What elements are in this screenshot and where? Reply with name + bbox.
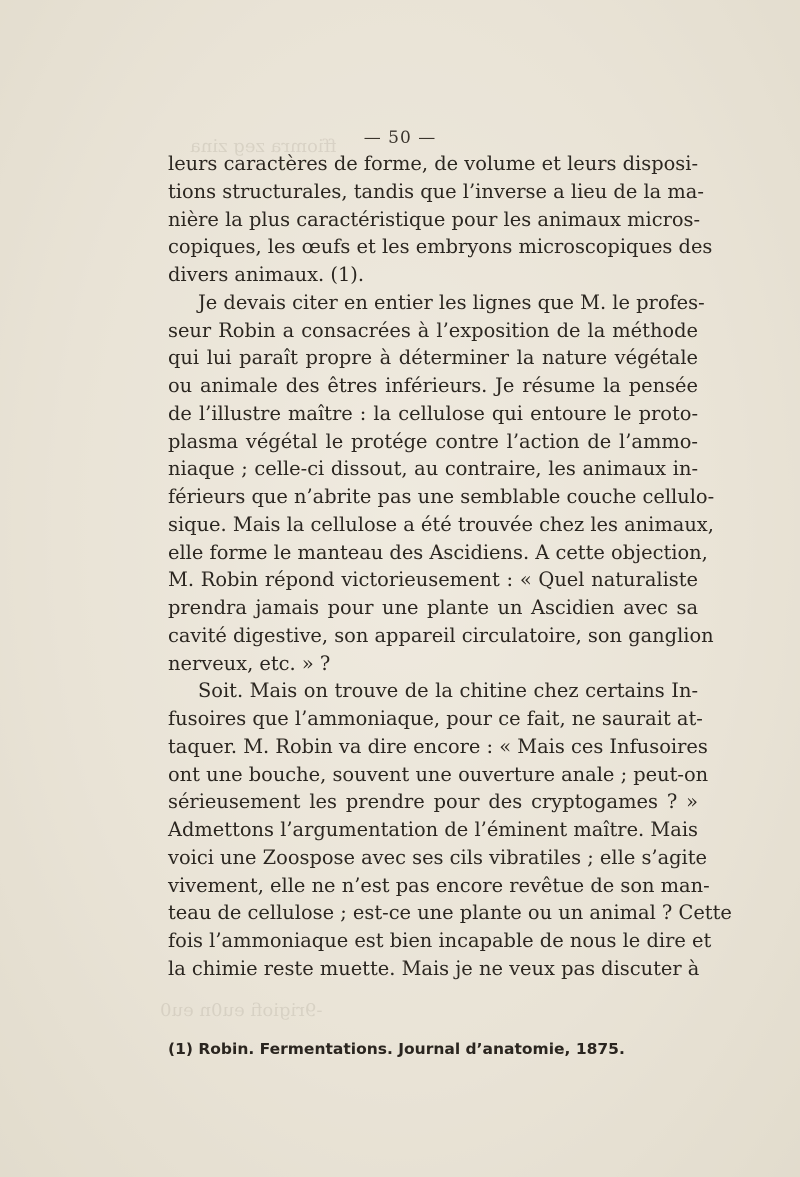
- text-line: Je devais citer en entier les lignes que M. le profes-: [198, 290, 705, 314]
- text-line: nière la plus caractéristique pour les animaux micros-: [168, 207, 701, 231]
- text-line: divers animaux. (1).: [168, 263, 365, 286]
- text-line: sique. Mais la cellulose a été trouvée chez les animaux,: [168, 512, 714, 536]
- text-line: ou animale des êtres inférieurs. Je résume la pensée: [168, 374, 698, 397]
- text-line: voici une Zoospose avec ses cils vibratiles ; elle s’agite: [168, 845, 708, 869]
- text-line: leurs caractères de forme, de volume et leurs disposi-: [168, 152, 698, 175]
- text-line: M. Robin répond victorieusement : « Quel naturaliste: [168, 568, 698, 592]
- text-line: Admettons l’argumentation de l’éminent maître. Mais: [168, 818, 698, 841]
- text-line: de l’illustre maître : la cellulose qui entoure le proto-: [168, 401, 698, 425]
- text-line: prendra jamais pour une plante un Ascidien avec sa: [168, 596, 698, 619]
- show-through-text: -9rigiofi eu0n eu0: [160, 1000, 323, 1021]
- text-line: ont une bouche, souvent une ouverture anale ; peut-on: [168, 762, 709, 786]
- text-line: taquer. M. Robin va dire encore : « Mais ces Infusoires: [168, 734, 708, 758]
- text-line: nerveux, etc. » ?: [168, 651, 331, 675]
- text-line: niaque ; celle-ci dissout, au contraire, les animaux in-: [168, 457, 698, 481]
- text-line: elle forme le manteau des Ascidiens. A cette objection,: [168, 540, 708, 564]
- text-line: qui lui paraît propre à déterminer la nature végétale: [168, 346, 698, 370]
- page-number: — 50 —: [363, 128, 437, 148]
- text-line: férieurs que n’abrite pas une semblable couche cellulo-: [168, 485, 715, 508]
- text-line: teau de cellulose ; est-ce une plante ou un animal ? Cette: [168, 901, 732, 925]
- text-line: fusoires que l’ammoniaque, pour ce fait, ne saurait at-: [168, 707, 703, 730]
- text-line: copiques, les œufs et les embryons microscopiques des: [168, 235, 713, 259]
- text-line: vivement, elle ne n’est pas encore revêtue de son man-: [168, 873, 710, 897]
- text-line: sérieusement les prendre pour des cryptogames ? »: [168, 790, 698, 814]
- text-line: tions structurales, tandis que l’inverse a lieu de la ma-: [168, 179, 704, 203]
- text-line: cavité digestive, son appareil circulatoire, son ganglion: [168, 623, 714, 647]
- show-through-text: ffiomra zeg zina: [190, 136, 337, 157]
- body-text: [168, 150, 732, 983]
- footnote: (1) Robin. Fermentations. Journal d’anatomie, 1875.: [168, 1040, 625, 1058]
- text-line: Soit. Mais on trouve de la chitine chez certains In-: [198, 679, 698, 703]
- text-line: plasma végétal le protége contre l’action de l’ammo-: [168, 429, 698, 453]
- text-line: fois l’ammoniaque est bien incapable de nous le dire et: [168, 929, 712, 952]
- text-line: seur Robin a consacrées à l’exposition de la méthode: [168, 318, 698, 342]
- text-line: la chimie reste muette. Mais je ne veux pas discuter à: [168, 956, 700, 980]
